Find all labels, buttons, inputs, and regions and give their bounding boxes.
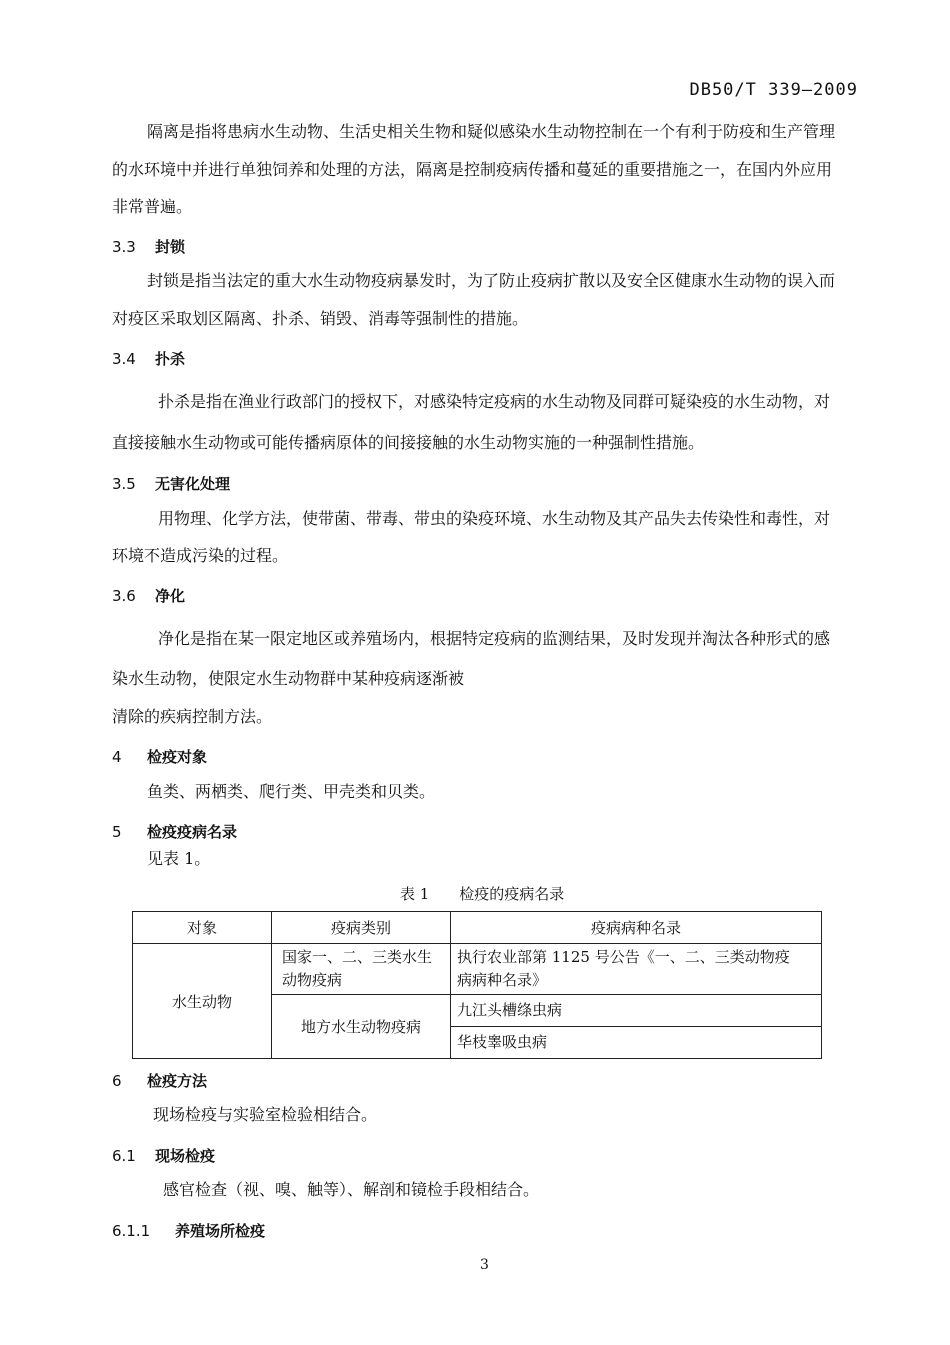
section-title: 现场检疫 (155, 1147, 216, 1165)
paragraph-line: 封锁是指当法定的重大水生动物疫病暴发时，为了防止疫病扩散以及安全区健康水生动物的误入而 (147, 271, 836, 290)
section-heading-6 (112, 1070, 207, 1091)
paragraph-line: 染水生动物，使限定水生动物群中某种疫病逐渐被 (112, 669, 465, 688)
section-title: 无害化处理 (155, 475, 231, 493)
section-heading-3-5 (112, 473, 230, 494)
table-caption: 表 1 检疫的疫病名录 (400, 885, 565, 903)
table-cell-disease (451, 1027, 822, 1059)
section-heading-3-6 (112, 585, 185, 606)
disease-list-line: 执行农业部第 1125 号公告《一、二、三类动物疫 (457, 948, 790, 966)
section-number: 3.5 (112, 475, 136, 493)
section-title: 净化 (155, 587, 186, 605)
section-heading-6-1-1 (112, 1220, 265, 1241)
paragraph-line: 鱼类、两栖类、爬行类、甲壳类和贝类。 (147, 782, 436, 801)
paragraph-line: 扑杀是指在渔业行政部门的授权下，对感染特定疫病的水生动物及同群可疑染疫的水生动物，对 (158, 392, 831, 411)
section-heading-5 (112, 821, 237, 842)
section-number: 3.3 (112, 238, 136, 256)
table-cell-disease-list (451, 944, 822, 995)
section-title: 检疫疫病名录 (147, 823, 238, 841)
paragraph-line: 非常普遍。 (112, 197, 193, 216)
disease-list-table (132, 911, 822, 1059)
paragraph-line: 感官检查（视、嗅、触等）、解剖和镜检手段相结合。 (163, 1180, 540, 1199)
table-cell-category (272, 944, 451, 995)
section-title: 检疫对象 (147, 748, 208, 766)
paragraph-line: 现场检疫与实验室检验相结合。 (153, 1105, 378, 1124)
table-row (133, 944, 822, 995)
object-text: 水生动物 (171, 992, 232, 1011)
category-line: 动物疫病 (282, 971, 343, 989)
table-header-cell: 疫病类别 (272, 912, 451, 944)
section-heading-6-1 (112, 1145, 215, 1166)
section-number: 6 (112, 1072, 122, 1090)
section-number: 4 (112, 748, 122, 766)
category-line: 国家一、二、三类水生 (282, 948, 433, 966)
table-cell-disease (451, 995, 822, 1027)
paragraph-line: 见表 1。 (147, 849, 211, 868)
paragraph-line: 净化是指在某一限定地区或养殖场内，根据特定疫病的监测结果，及时发现并淘汰各种形式的感 (158, 629, 831, 648)
section-title: 封锁 (155, 238, 186, 256)
page-number: 3 (480, 1257, 489, 1273)
section-number: 3.4 (112, 350, 136, 368)
disease-name: 九江头槽绦虫病 (457, 1001, 563, 1019)
paragraph-line: 隔离是指将患病水生动物、生活史相关生物和疑似感染水生动物控制在一个有利于防疫和生产管理 (147, 122, 836, 141)
paragraph-line: 用物理、化学方法，使带菌、带毒、带虫的染疫环境、水生动物及其产品失去传染性和毒性，对 (158, 509, 831, 528)
table-header-row (133, 912, 822, 944)
paragraph-line: 直接接触水生动物或可能传播病原体的间接接触的水生动物实施的一种强制性措施。 (112, 433, 705, 452)
table-header-cell: 疫病病种名录 (451, 912, 822, 944)
section-number: 5 (112, 823, 122, 841)
table-header-cell: 对象 (133, 912, 272, 944)
category-text: 地方水生动物疫病 (300, 1018, 421, 1036)
section-title: 养殖场所检疫 (175, 1222, 266, 1240)
paragraph-line: 的水环境中并进行单独饲养和处理的方法，隔离是控制疫病传播和蔓延的重要措施之一，在国内外应用 (112, 160, 833, 179)
paragraph-line: 环境不造成污染的过程。 (112, 546, 289, 565)
paragraph-line: 清除的疾病控制方法。 (112, 707, 273, 726)
section-number: 6.1.1 (112, 1222, 151, 1240)
section-title: 扑杀 (155, 350, 186, 368)
disease-list-line: 病病种名录》 (457, 971, 548, 989)
section-heading-3-3 (112, 236, 185, 257)
section-title: 检疫方法 (147, 1072, 208, 1090)
disease-name: 华枝睾吸虫病 (457, 1033, 548, 1051)
table-cell-category (272, 995, 451, 1059)
section-number: 6.1 (112, 1147, 136, 1165)
section-number: 3.6 (112, 587, 136, 605)
section-heading-3-4 (112, 348, 185, 369)
section-heading-4 (112, 746, 207, 767)
table-cell-object (133, 944, 272, 1059)
paragraph-line: 对疫区采取划区隔离、扑杀、销毁、消毒等强制性的措施。 (112, 309, 529, 328)
document-code: DB50/T 339—2009 (689, 80, 858, 100)
